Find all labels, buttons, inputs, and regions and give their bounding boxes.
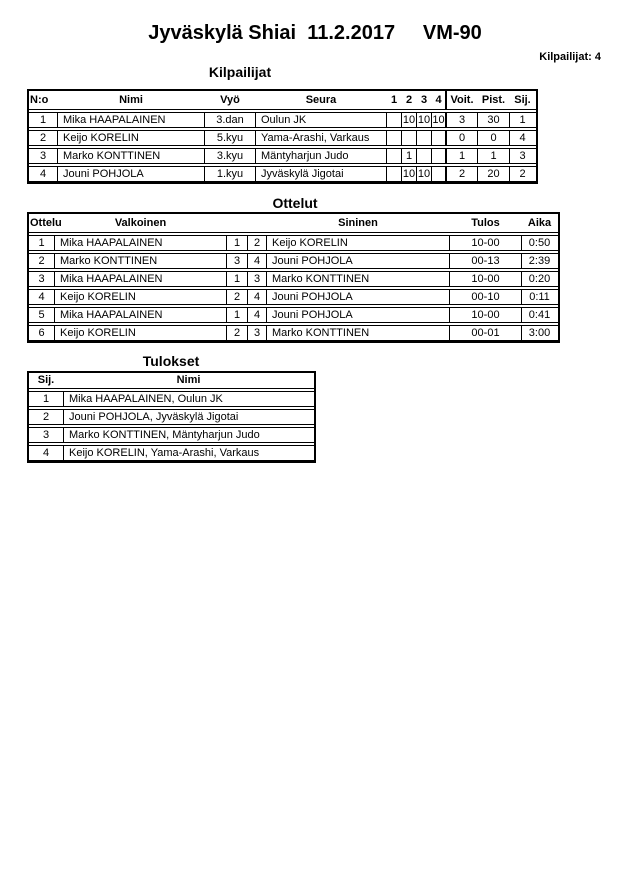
col-header-1: 1 bbox=[390, 94, 398, 106]
cell-aika: 3:00 bbox=[528, 327, 551, 339]
cell-tulos: 00-01 bbox=[450, 326, 522, 340]
cell-seura: Jyväskylä Jigotai bbox=[256, 167, 387, 181]
section-heading-tulokset: Tulokset bbox=[142, 353, 200, 369]
col-header-blue-no bbox=[248, 214, 267, 232]
cell-pist: 20 bbox=[478, 167, 510, 181]
cell-score-4: 10 bbox=[432, 113, 447, 127]
cell-vyo: 5.kyu bbox=[205, 131, 256, 145]
cell-match-no: 3 bbox=[29, 272, 55, 286]
cell-sij: 1 bbox=[29, 392, 64, 406]
cell-white-no: 3 bbox=[227, 254, 248, 268]
cell-match-no: 5 bbox=[29, 308, 55, 322]
cell-nimi: Keijo KORELIN, Yama-Arashi, Varkaus bbox=[69, 447, 260, 459]
col-header-sij: Sij. bbox=[37, 374, 55, 386]
ottelut-row bbox=[29, 325, 558, 341]
cell-sininen: Jouni POHJOLA bbox=[267, 254, 450, 268]
cell-sininen: Jouni POHJOLA bbox=[267, 290, 450, 304]
cell-white-no: 1 bbox=[227, 308, 248, 322]
cell-score-2: 10 bbox=[402, 114, 416, 126]
cell-score-3 bbox=[417, 149, 432, 163]
col-header-nimi: Nimi bbox=[176, 374, 201, 386]
cell-white-no: 1 bbox=[227, 236, 248, 250]
cell-nimi: Marko KONTTINEN, Mäntyharjun Judo bbox=[69, 429, 260, 441]
col-header-white-no bbox=[227, 214, 248, 232]
cell-valkoinen: Mika HAAPALAINEN bbox=[55, 308, 227, 322]
cell-sij: 1 bbox=[519, 114, 526, 126]
kilpailijat-row bbox=[29, 148, 536, 164]
cell-score-4 bbox=[432, 131, 447, 145]
cell-valkoinen: Mika HAAPALAINEN bbox=[55, 236, 227, 250]
cell-score-3: 10 bbox=[417, 168, 431, 180]
cell-white-no: 2 bbox=[227, 290, 248, 304]
cell-vyo: 3.kyu bbox=[205, 149, 256, 163]
cell-no: 3 bbox=[29, 149, 58, 163]
cell-white-no: 2 bbox=[227, 326, 248, 340]
cell-voit: 3 bbox=[447, 113, 478, 127]
cell-blue-no: 4 bbox=[248, 290, 267, 304]
cell-score-2: 10 bbox=[402, 168, 416, 180]
cell-score-4 bbox=[432, 167, 447, 181]
cell-blue-no: 3 bbox=[248, 272, 267, 286]
cell-tulos: 10-00 bbox=[450, 272, 522, 286]
cell-seura: Mäntyharjun Judo bbox=[256, 149, 387, 163]
col-header-ottelu: Ottelu bbox=[30, 217, 62, 229]
kilpailijat-row bbox=[29, 130, 536, 146]
tulokset-row bbox=[29, 409, 314, 425]
col-header-seura: Seura bbox=[305, 94, 337, 106]
cell-score-4 bbox=[432, 149, 447, 163]
cell-score-3 bbox=[417, 131, 432, 145]
cell-score-1 bbox=[387, 113, 402, 127]
col-header-sininen: Sininen bbox=[338, 217, 378, 229]
cell-valkoinen: Keijo KORELIN bbox=[55, 290, 227, 304]
col-header-4: 4 bbox=[432, 91, 447, 109]
cell-score-1 bbox=[387, 131, 402, 145]
tulokset-row bbox=[29, 445, 314, 461]
section-heading-kilpailijat: Kilpailijat bbox=[208, 64, 272, 80]
cell-white-no: 1 bbox=[227, 272, 248, 286]
cell-aika: 0:20 bbox=[528, 273, 551, 285]
cell-aika: 0:50 bbox=[528, 237, 551, 249]
cell-sij: 4 bbox=[519, 132, 526, 144]
cell-sij: 3 bbox=[519, 150, 526, 162]
cell-score-2 bbox=[402, 131, 417, 145]
cell-vyo: 3.dan bbox=[205, 113, 256, 127]
ottelut-row bbox=[29, 289, 558, 305]
cell-pist: 0 bbox=[478, 131, 510, 145]
cell-sininen: Jouni POHJOLA bbox=[267, 308, 450, 322]
cell-pist: 1 bbox=[478, 149, 510, 163]
cell-match-no: 2 bbox=[29, 254, 55, 268]
ottelut-row bbox=[29, 271, 558, 287]
col-header-valkoinen: Valkoinen bbox=[114, 217, 167, 229]
cell-score-3: 10 bbox=[417, 114, 431, 126]
cell-score-1 bbox=[387, 167, 402, 181]
tulokset-header-row bbox=[29, 373, 314, 389]
cell-voit: 1 bbox=[447, 149, 478, 163]
cell-sij: 3 bbox=[29, 428, 64, 442]
cell-sininen: Marko KONTTINEN bbox=[267, 272, 450, 286]
cell-aika: 0:11 bbox=[529, 291, 550, 303]
cell-aika: 2:39 bbox=[528, 255, 551, 267]
col-header-sij: Sij. bbox=[514, 94, 531, 106]
cell-nimi: Keijo KORELIN bbox=[58, 131, 205, 145]
kilpailijat-header-row bbox=[29, 91, 536, 110]
cell-score-1 bbox=[387, 149, 402, 163]
col-header-2: 2 bbox=[405, 94, 413, 106]
cell-blue-no: 3 bbox=[248, 326, 267, 340]
col-header-pist: Pist. bbox=[481, 94, 506, 106]
cell-vyo: 1.kyu bbox=[205, 167, 256, 181]
cell-tulos: 10-00 bbox=[450, 308, 522, 322]
cell-match-no: 6 bbox=[29, 326, 55, 340]
col-header-tulos: Tulos bbox=[471, 217, 500, 229]
cell-nimi: Mika HAAPALAINEN, Oulun JK bbox=[69, 393, 223, 405]
cell-nimi: Marko KONTTINEN bbox=[58, 149, 205, 163]
cell-voit: 0 bbox=[447, 131, 478, 145]
cell-sininen: Marko KONTTINEN bbox=[267, 326, 450, 340]
ottelut-header-row bbox=[29, 214, 558, 233]
cell-tulos: 00-13 bbox=[450, 254, 522, 268]
cell-tulos: 00-10 bbox=[450, 290, 522, 304]
cell-nimi: Jouni POHJOLA bbox=[58, 167, 205, 181]
section-heading-ottelut: Ottelut bbox=[272, 195, 318, 211]
cell-sij: 4 bbox=[29, 446, 64, 460]
cell-nimi: Jouni POHJOLA, Jyväskylä Jigotai bbox=[69, 411, 239, 423]
cell-score-2: 1 bbox=[402, 149, 417, 163]
cell-tulos: 10-00 bbox=[450, 236, 522, 250]
cell-blue-no: 4 bbox=[248, 308, 267, 322]
cell-sininen: Keijo KORELIN bbox=[267, 236, 450, 250]
kilpailijat-row bbox=[29, 166, 536, 182]
kilpailijat-row bbox=[29, 112, 536, 128]
col-header-vyo: Vyö bbox=[220, 94, 240, 106]
cell-aika: 0:41 bbox=[528, 309, 551, 321]
cell-sij: 2 bbox=[519, 168, 526, 180]
cell-seura: Oulun JK bbox=[256, 113, 387, 127]
cell-seura: Yama-Arashi, Varkaus bbox=[256, 131, 387, 145]
cell-no: 4 bbox=[29, 167, 58, 181]
page-title: Jyväskylä Shiai 11.2.2017 VM-90 bbox=[148, 22, 482, 44]
tulokset-row bbox=[29, 391, 314, 407]
col-header-aika: Aika bbox=[527, 217, 552, 229]
col-header-no: N:o bbox=[30, 94, 49, 106]
ottelut-row bbox=[29, 235, 558, 251]
cell-valkoinen: Marko KONTTINEN bbox=[55, 254, 227, 268]
cell-voit: 2 bbox=[447, 167, 478, 181]
cell-blue-no: 2 bbox=[248, 236, 267, 250]
cell-match-no: 4 bbox=[29, 290, 55, 304]
kilpailijat-table bbox=[27, 89, 538, 184]
ottelut-row bbox=[29, 307, 558, 323]
cell-valkoinen: Keijo KORELIN bbox=[55, 326, 227, 340]
tulokset-table bbox=[27, 371, 316, 463]
cell-blue-no: 4 bbox=[248, 254, 267, 268]
cell-no: 2 bbox=[29, 131, 58, 145]
cell-pist: 30 bbox=[478, 113, 510, 127]
ottelut-table bbox=[27, 212, 560, 343]
cell-sij: 2 bbox=[29, 410, 64, 424]
ottelut-row bbox=[29, 253, 558, 269]
col-header-3: 3 bbox=[420, 94, 428, 106]
tulokset-row bbox=[29, 427, 314, 443]
cell-nimi: Mika HAAPALAINEN bbox=[58, 113, 205, 127]
cell-match-no: 1 bbox=[29, 236, 55, 250]
col-header-nimi: Nimi bbox=[119, 94, 143, 106]
cell-valkoinen: Mika HAAPALAINEN bbox=[55, 272, 227, 286]
cell-no: 1 bbox=[29, 113, 58, 127]
competitors-count-label: Kilpailijat: 4 bbox=[539, 51, 601, 63]
col-header-voit: Voit. bbox=[450, 94, 474, 106]
